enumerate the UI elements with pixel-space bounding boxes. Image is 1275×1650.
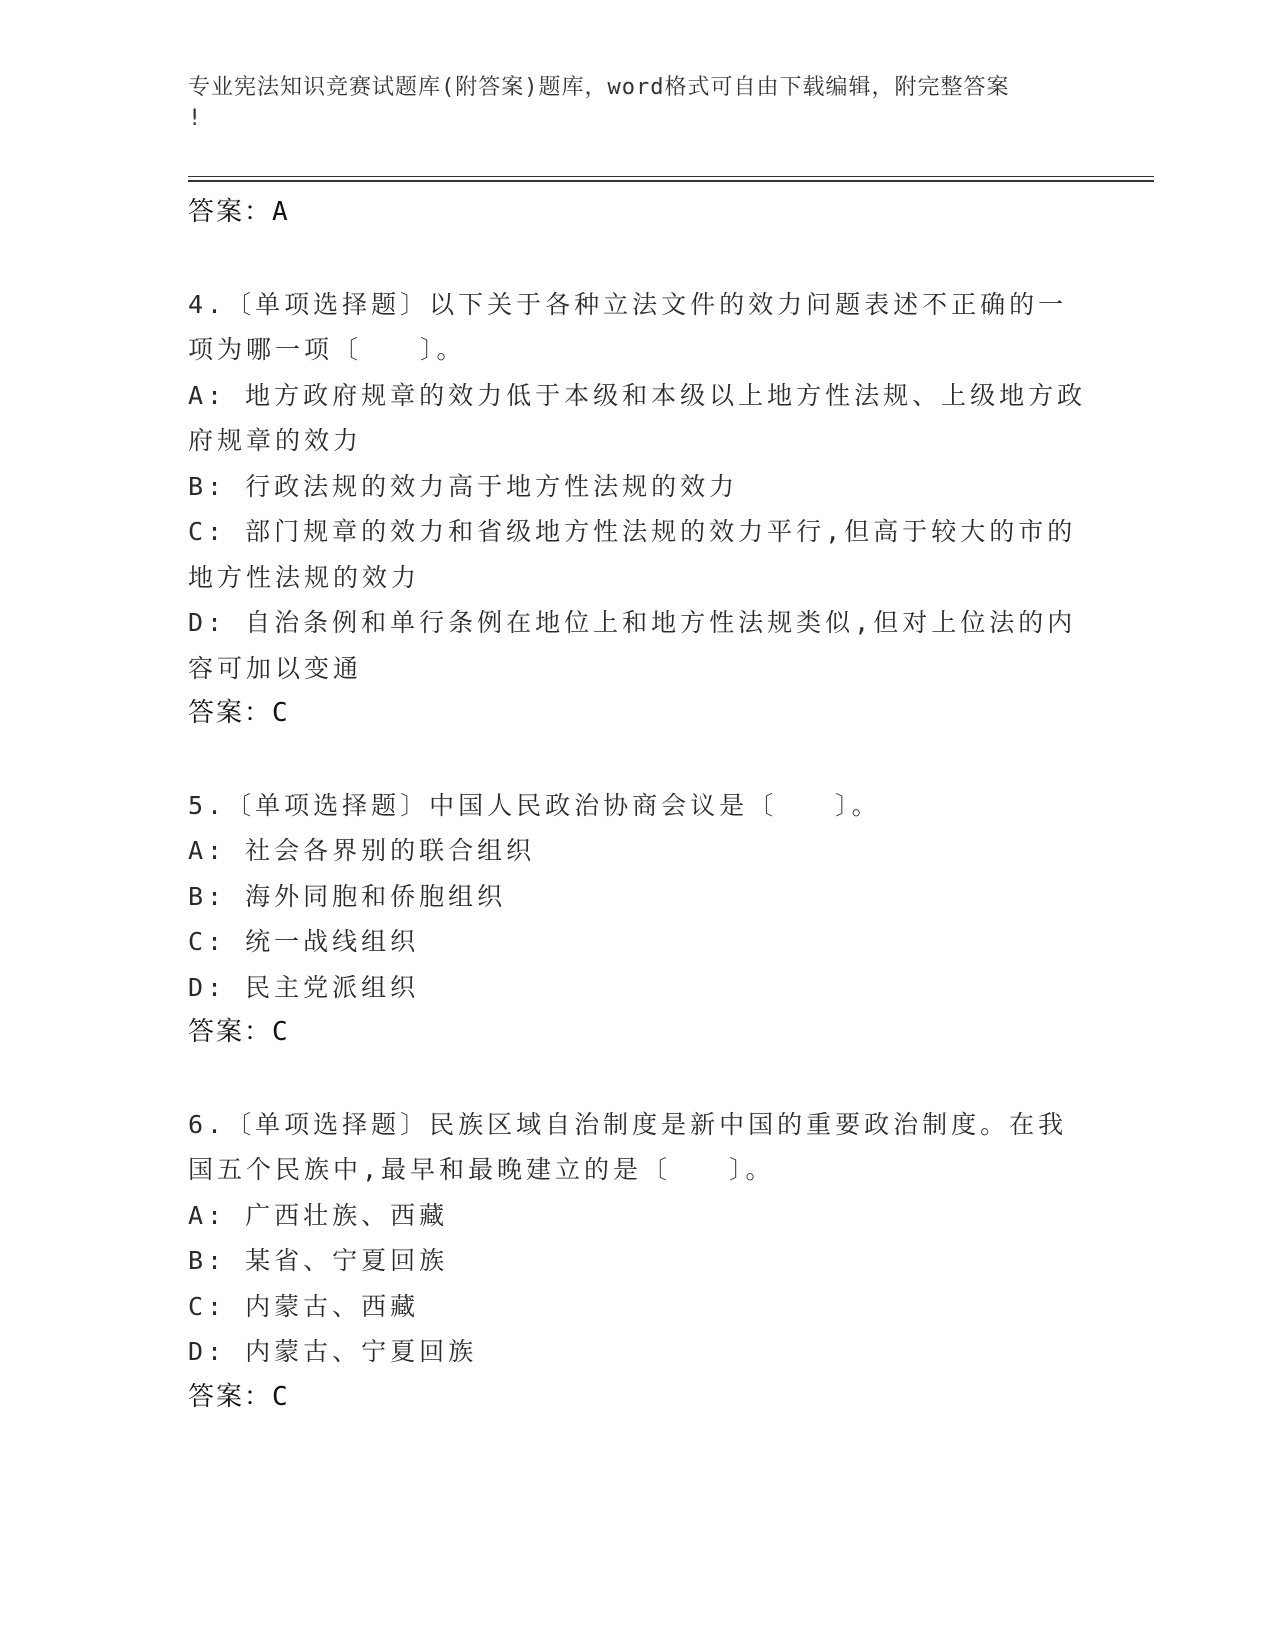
spacer: [188, 1056, 1088, 1102]
answer-value: C: [272, 1381, 290, 1412]
option-d: D: 自治条例和单行条例在地位上和地方性法规类似,但对上位法的内: [188, 608, 1077, 637]
option-c: C: 统一战线组织: [188, 927, 420, 956]
header-rule-thick: [188, 180, 1154, 182]
option-b: B: 某省、宁夏回族: [188, 1246, 449, 1275]
question-stem: 4.〔单项选择题〕以下关于各种立法文件的效力问题表述不正确的一: [188, 289, 1068, 319]
answer-q3: [188, 190, 1088, 236]
answer-q4: [188, 691, 1088, 737]
header-title-tail: !: [188, 106, 203, 131]
question-5: [188, 783, 1088, 1056]
question-stem-cont: 国五个民族中,最早和最晚建立的是〔 〕。: [188, 1155, 775, 1184]
option-c: C: 部门规章的效力和省级地方性法规的效力平行,但高于较大的市的: [188, 517, 1077, 546]
question-stem-cont: 项为哪一项〔 〕。: [188, 335, 466, 364]
option-c-cont: 地方性法规的效力: [188, 562, 421, 592]
option-a: A: 社会各界别的联合组织: [188, 836, 536, 865]
question-6: [188, 1102, 1088, 1421]
page-header: [188, 72, 1068, 134]
option-d: D: 民主党派组织: [188, 972, 420, 1002]
spacer: [188, 737, 1088, 783]
answer-label: 答案：: [188, 1381, 273, 1412]
question-4: [188, 282, 1088, 737]
header-rule-thin: [188, 176, 1154, 177]
option-a-cont: 府规章的效力: [188, 426, 363, 455]
question-stem: 6.〔单项选择题〕民族区域自治制度是新中国的重要政治制度。在我: [188, 1109, 1068, 1139]
document-body: [188, 190, 1088, 1420]
option-a: A: 广西壮族、西藏: [188, 1200, 449, 1230]
answer-value: C: [272, 1017, 290, 1047]
option-a: A: 地方政府规章的效力低于本级和本级以上地方性法规、上级地方政: [188, 380, 1087, 410]
option-c: C: 内蒙古、西藏: [188, 1291, 420, 1321]
answer-value: C: [272, 698, 290, 728]
answer-label: 答案：: [188, 197, 273, 227]
answer-q6: [188, 1375, 1088, 1421]
option-b: B: 行政法规的效力高于地方性法规的效力: [188, 471, 739, 501]
answer-value: A: [272, 197, 290, 227]
option-b: B: 海外同胞和侨胞组织: [188, 881, 507, 911]
spacer: [188, 236, 1088, 282]
answer-label: 答案：: [188, 1017, 273, 1047]
answer-q5: [188, 1010, 1088, 1056]
option-d: D: 内蒙古、宁夏回族: [188, 1337, 478, 1366]
question-stem: 5.〔单项选择题〕中国人民政治协商会议是〔 〕。: [188, 790, 881, 820]
option-d-cont: 容可加以变通: [188, 653, 363, 683]
answer-label: 答案：: [188, 698, 273, 728]
header-title: 专业宪法知识竞赛试题库(附答案)题库，word格式可自由下载编辑，附完整答案: [188, 75, 1010, 100]
